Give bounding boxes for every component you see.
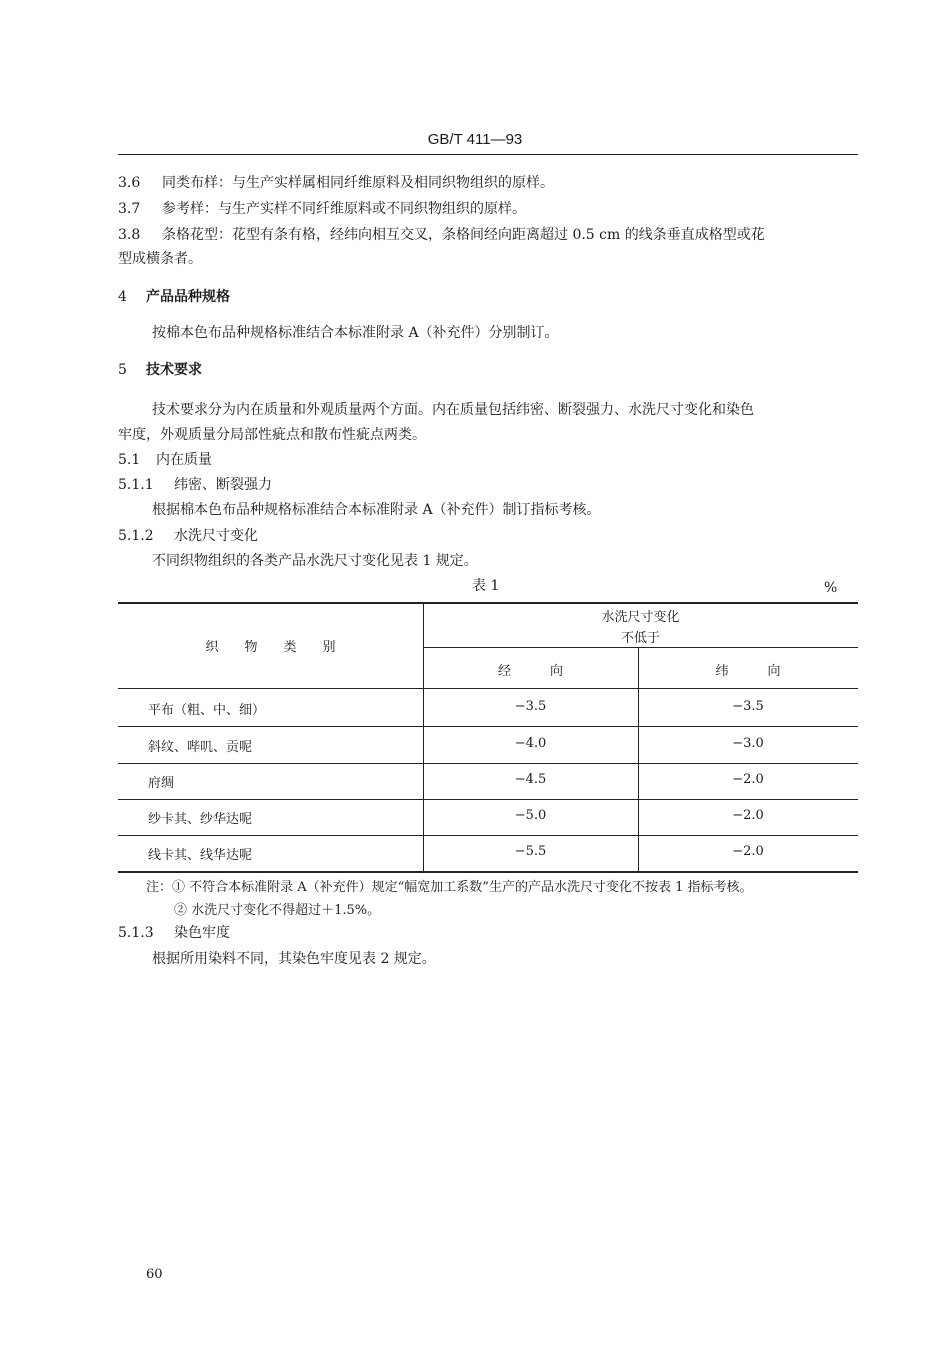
section-5-1-2-num: 5.1.2 (118, 528, 154, 544)
table-header-warp: 经 向 (497, 664, 563, 679)
table-row-rule (118, 799, 858, 800)
table-row-rule (118, 835, 858, 836)
section-5-1-3-num: 5.1.3 (118, 925, 154, 941)
section-5-1-num: 5.1 (118, 452, 141, 468)
section-5-1-2-heading (118, 526, 258, 546)
table-1-caption: 表 1 (472, 578, 500, 594)
table-header-rule (118, 688, 858, 689)
page-number: 60 (146, 1267, 163, 1282)
def-3-8 (118, 225, 765, 245)
section-5-heading (118, 360, 202, 380)
table-cell-warp: −3.5 (514, 699, 547, 714)
table-header-category: 织 物 类 别 (205, 640, 336, 655)
table-cell-weft: −3.0 (732, 736, 764, 751)
table-group-rule (423, 647, 858, 648)
def-3-8-cont: 型成横条者。 (118, 251, 202, 267)
section-5-1-title: 内在质量 (156, 452, 212, 468)
def-3-8-num: 3.8 (118, 227, 141, 243)
def-3-7-text: 参考样：与生产实样不同纤维原料或不同织物组织的原样。 (162, 201, 526, 217)
section-5-1-1-heading (118, 475, 272, 495)
section-5-1-3-heading (118, 923, 230, 943)
section-5-1-1-body: 根据棉本色布品种规格标准结合本标准附录 A（补充件）制订指标考核。 (152, 502, 601, 518)
table-cell-weft: −2.0 (732, 772, 764, 787)
section-5-1-1-title: 纬密、断裂强力 (174, 477, 272, 493)
def-3-6-text: 同类布样：与生产实样属相同纤维原料及相同织物组织的原样。 (162, 175, 554, 191)
section-5-1-heading (118, 450, 212, 470)
table-cell-category: 线卡其、线华达呢 (148, 848, 253, 863)
section-4-heading (118, 287, 230, 307)
table-cell-warp: −5.5 (514, 844, 547, 859)
section-5-body-line2: 牢度，外观质量分局部性疵点和散布性疵点两类。 (118, 427, 426, 443)
table-cell-weft: −2.0 (732, 808, 764, 823)
table-1-unit: % (824, 580, 838, 596)
def-3-6 (118, 173, 554, 193)
table-cell-warp: −4.5 (514, 772, 547, 787)
table-1-note-2: ② 水洗尺寸变化不得超过＋1.5%。 (174, 903, 381, 918)
section-5-1-1-num: 5.1.1 (118, 477, 154, 493)
table-header-weft: 纬 向 (715, 664, 781, 679)
table-cell-warp: −5.0 (514, 808, 547, 823)
section-5-body-line1: 技术要求分为内在质量和外观质量两个方面。内在质量包括纬密、断裂强力、水洗尺寸变化和染色 (152, 402, 754, 418)
table-header-group-sub: 不低于 (620, 631, 660, 646)
table-row-rule (118, 726, 858, 727)
def-3-6-num: 3.6 (118, 175, 141, 191)
def-3-7-num: 3.7 (118, 201, 141, 217)
table-cell-category: 平布（粗、中、细） (148, 703, 266, 718)
header-rule (118, 154, 858, 155)
def-3-7 (118, 199, 526, 219)
table-1-note-1: 注：① 不符合本标准附录 A（补充件）规定“幅宽加工系数”生产的产品水洗尺寸变化不按表 1 指标考核。 (146, 880, 753, 895)
def-3-8-text: 条格花型：花型有条有格，经纬向相互交叉，条格间经向距离超过 0.5 cm 的线条垂直成格型或花 (162, 227, 765, 243)
table-cell-weft: −3.5 (732, 699, 764, 714)
section-4-num: 4 (118, 289, 127, 305)
section-4-body: 按棉本色布品种规格标准结合本标准附录 A（补充件）分别制订。 (152, 325, 559, 341)
table-cell-category: 府绸 (148, 776, 175, 791)
table-col-rule (638, 647, 639, 872)
table-cell-category: 斜纹、哔叽、贡呢 (148, 740, 253, 755)
section-5-num: 5 (118, 362, 127, 378)
section-4-title: 产品品种规格 (146, 289, 230, 305)
table-bottom-rule (118, 871, 858, 873)
section-5-1-3-body: 根据所用染料不同，其染色牢度见表 2 规定。 (152, 951, 436, 967)
table-header-group: 水洗尺寸变化 (601, 610, 680, 625)
table-cell-weft: −2.0 (732, 844, 764, 859)
section-5-1-2-title: 水洗尺寸变化 (174, 528, 258, 544)
table-1 (118, 602, 858, 872)
table-cell-warp: −4.0 (514, 736, 547, 751)
section-5-title: 技术要求 (146, 362, 202, 378)
table-cell-category: 纱卡其、纱华达呢 (148, 812, 253, 827)
page-header-code: GB/T 411—93 (427, 131, 523, 148)
section-5-1-2-body: 不同织物组织的各类产品水洗尺寸变化见表 1 规定。 (152, 553, 478, 569)
table-top-rule (118, 602, 858, 604)
table-row-rule (118, 763, 858, 764)
section-5-1-3-title: 染色牢度 (174, 925, 230, 941)
